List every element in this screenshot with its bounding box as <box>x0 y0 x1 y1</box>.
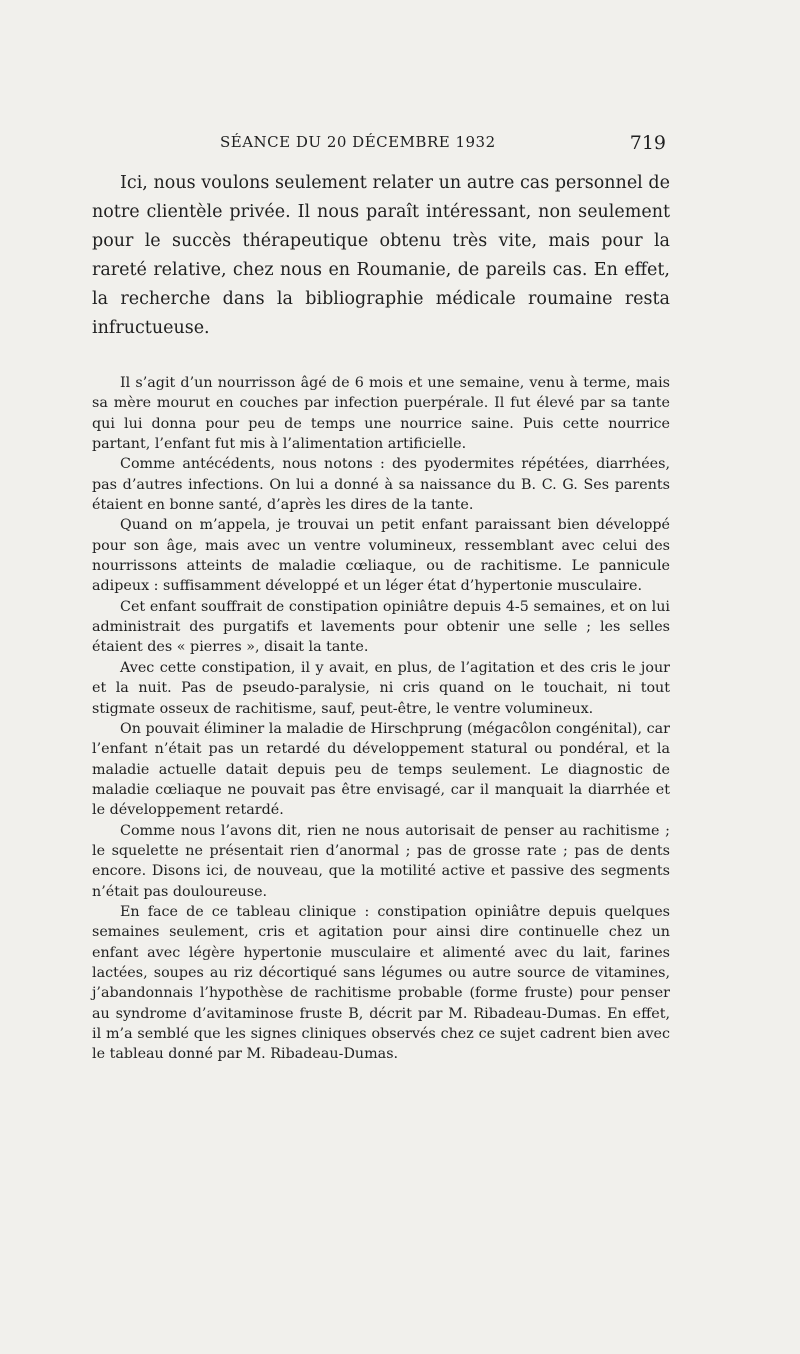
case-report <box>92 373 670 1065</box>
case-paragraph: On pouvait éliminer la maladie de Hirschprung (mégacôlon congénital), car l’enfant n’était pas un retardé du développement statural ou pondéral, et la maladie actuelle datait depuis peu de temps seulement. Le diagnostic de maladie cœliaque ne pouvait pas être envisagé, car il manquait la diarrhée et le développement retardé. <box>92 720 670 819</box>
running-header <box>92 125 670 161</box>
case-paragraph: Comme antécédents, nous notons : des pyodermites répétées, diarrhées, pas d’autres infections. On lui a donné à sa naissance du B. C. G. Ses parents étaient en bonne santé, d’après les dires de la tante. <box>92 456 670 514</box>
case-paragraph: Quand on m’appela, je trouvai un petit enfant paraissant bien développé pour son âge, mais avec un ventre volumineux, ressemblant avec celui des nourrissons atteints de maladie cœliaque, ou de rachitisme. Le pannicule adipeux : suffisamment développé et un léger état d’hypertonie musculaire. <box>92 517 670 595</box>
page-number: 719 <box>629 132 666 154</box>
running-title: SÉANCE DU 20 DÉCEMBRE 1932 <box>220 133 496 151</box>
case-paragraph: Cet enfant souffrait de constipation opiniâtre depuis 4-5 semaines, et on lui administrait des purgatifs et lavements pour obtenir une selle ; les selles étaient des « pierres », disait la tante. <box>92 598 670 656</box>
intro-paragraph: Ici, nous voulons seulement relater un autre cas personnel de notre clientèle privée. Il nous paraît intéressant, non seulement pour le succès thérapeutique obtenu très vite, mais pour la rareté relative, chez nous en Roumanie, de pareils cas. En effet, la recherche dans la bibliographie médicale roumaine resta infructueuse. <box>92 173 670 338</box>
case-paragraph: En face de ce tableau clinique : constipation opiniâtre depuis quelques semaines seulement, cris et agitation pour ainsi dire continuelle chez un enfant avec légère hypertonie musculaire et alimenté avec du lait, farines lactées, soupes au riz décortiqué sans légumes ou autre source de vitamines, j’abandonnais l’hypothèse de rachitisme probable (forme fruste) pour penser au syndrome d’avitaminose fruste B, décrit par M. Ribadeau-Dumas. En effet, il m’a semblé que les signes cliniques observés chez ce sujet cadrent bien avec le tableau donné par M. Ribadeau-Dumas. <box>92 903 670 1063</box>
page <box>92 125 670 1065</box>
case-paragraph: Comme nous l’avons dit, rien ne nous autorisait de penser au rachitisme ; le squelette ne présentait rien d’anormal ; pas de grosse rate ; pas de dents encore. Disons ici, de nouveau, que la motilité active et passive des segments n’était pas douloureuse. <box>92 822 670 900</box>
case-paragraph: Il s’agit d’un nourrisson âgé de 6 mois et une semaine, venu à terme, mais sa mère mourut en couches par infection puerpérale. Il fut élevé par sa tante qui lui donna pour peu de temps une nourrice saine. Puis cette nourrice partant, l’enfant fut mis à l’alimentation artificielle. <box>92 375 670 453</box>
case-paragraph: Avec cette constipation, il y avait, en plus, de l’agitation et des cris le jour et la nuit. Pas de pseudo-paralysie, ni cris quand on le touchait, ni tout stigmate osseux de rachitisme, sauf, peut-être, le ventre volumineux. <box>92 659 670 717</box>
